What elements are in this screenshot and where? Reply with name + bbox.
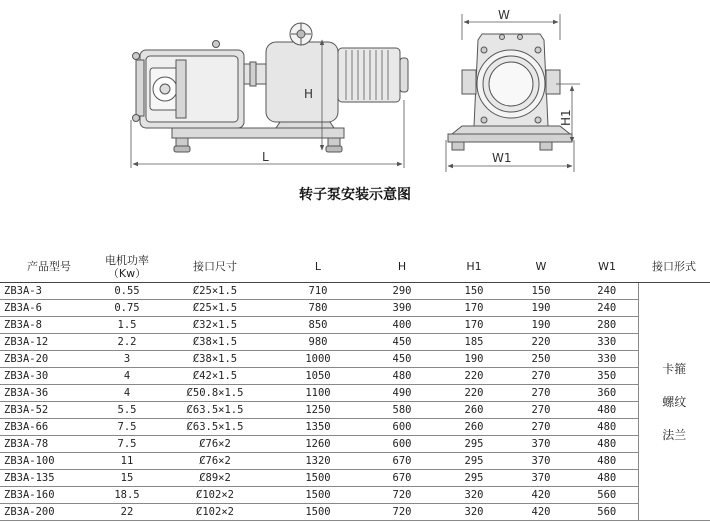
cell-h: 670 [362,453,442,470]
cell-w1: 480 [576,453,638,470]
cell-w1: 560 [576,504,638,521]
figure-caption: 转子泵安装示意图 [299,187,411,203]
cell-h1: 190 [442,351,506,368]
cell-h1: 185 [442,334,506,351]
cell-h: 720 [362,487,442,504]
cell-power: 7.5 [98,419,156,436]
cell-model: ZB3A-30 [0,368,98,385]
cell-w1: 280 [576,317,638,334]
table-row [0,419,710,436]
cell-port: Ȼ32×1.5 [156,317,274,334]
cell-power: 3 [98,351,156,368]
cell-w1: 350 [576,368,638,385]
cell-l: 1500 [274,504,362,521]
cell-w1: 330 [576,351,638,368]
cell-power: 22 [98,504,156,521]
cell-model: ZB3A-160 [0,487,98,504]
dim-h-label: H [304,87,314,101]
table-row [0,453,710,470]
table-row [0,334,710,351]
cell-h: 450 [362,351,442,368]
cell-w: 370 [506,436,576,453]
cell-h: 600 [362,419,442,436]
cell-l: 850 [274,317,362,334]
dim-l-label: L [262,150,269,164]
cell-l: 1260 [274,436,362,453]
cell-h: 400 [362,317,442,334]
cell-model: ZB3A-20 [0,351,98,368]
cell-port: Ȼ25×1.5 [156,283,274,300]
cell-w: 270 [506,385,576,402]
cell-w: 370 [506,470,576,487]
header-power [98,251,156,283]
table-row [0,283,710,300]
cell-l: 1500 [274,487,362,504]
dim-h1-label: H1 [559,109,573,126]
cell-l: 980 [274,334,362,351]
cell-port: Ȼ38×1.5 [156,334,274,351]
cell-w1: 480 [576,436,638,453]
cell-port: Ȼ76×2 [156,453,274,470]
table-row [0,504,710,521]
pump-side-view [133,23,409,152]
cell-port: Ȼ102×2 [156,504,274,521]
connection-types-cell [638,283,710,521]
cell-l: 1350 [274,419,362,436]
cell-model: ZB3A-52 [0,402,98,419]
table-row [0,351,710,368]
cell-model: ZB3A-3 [0,283,98,300]
cell-w1: 240 [576,283,638,300]
cell-power: 11 [98,453,156,470]
cell-w1: 480 [576,402,638,419]
header-h: H [362,251,442,283]
cell-l: 1050 [274,368,362,385]
spec-table-body [0,283,710,521]
cell-h: 390 [362,300,442,317]
cell-power: 2.2 [98,334,156,351]
cell-port: Ȼ42×1.5 [156,368,274,385]
cell-w1: 480 [576,470,638,487]
cell-w1: 560 [576,487,638,504]
cell-h1: 295 [442,453,506,470]
table-row [0,385,710,402]
cell-model: ZB3A-36 [0,385,98,402]
cell-w: 420 [506,504,576,521]
cell-l: 1000 [274,351,362,368]
cell-h: 720 [362,504,442,521]
cell-h: 480 [362,368,442,385]
table-row [0,436,710,453]
cell-l: 710 [274,283,362,300]
cell-power: 1.5 [98,317,156,334]
table-row [0,402,710,419]
header-h1: H1 [442,251,506,283]
cell-h1: 295 [442,436,506,453]
cell-w1: 330 [576,334,638,351]
cell-h1: 320 [442,487,506,504]
cell-l: 1250 [274,402,362,419]
cell-power: 15 [98,470,156,487]
cell-port: Ȼ63.5×1.5 [156,402,274,419]
cell-port: Ȼ63.5×1.5 [156,419,274,436]
table-row [0,300,710,317]
cell-power: 4 [98,385,156,402]
cell-w: 150 [506,283,576,300]
header-w: W [506,251,576,283]
header-port: 接口尺寸 [156,251,274,283]
cell-h1: 220 [442,385,506,402]
cell-port: Ȼ89×2 [156,470,274,487]
cell-w: 190 [506,317,576,334]
cell-h: 450 [362,334,442,351]
cell-w: 190 [506,300,576,317]
header-power-line2: （Kw） [107,266,147,280]
cell-w: 250 [506,351,576,368]
cell-model: ZB3A-200 [0,504,98,521]
cell-h1: 260 [442,402,506,419]
table-header-row [0,251,710,283]
cell-w: 270 [506,368,576,385]
dim-w-label: W [498,8,510,22]
cell-model: ZB3A-12 [0,334,98,351]
cell-h1: 220 [442,368,506,385]
cell-w1: 360 [576,385,638,402]
cell-h1: 260 [442,419,506,436]
cell-h: 600 [362,436,442,453]
cell-power: 4 [98,368,156,385]
cell-h: 670 [362,470,442,487]
cell-model: ZB3A-135 [0,470,98,487]
cell-port: Ȼ50.8×1.5 [156,385,274,402]
cell-power: 7.5 [98,436,156,453]
cell-w: 220 [506,334,576,351]
header-power-line1: 电机功率 [105,253,149,267]
header-conn: 接口形式 [638,251,710,283]
cell-w: 420 [506,487,576,504]
header-l: L [274,251,362,283]
connection-type: 法兰 [662,427,687,442]
header-w1: W1 [576,251,638,283]
table-row [0,317,710,334]
cell-l: 780 [274,300,362,317]
connection-type: 卡箍 [662,361,687,376]
connection-type: 螺纹 [662,394,687,409]
pump-front-view [448,34,572,150]
cell-h1: 295 [442,470,506,487]
cell-w: 270 [506,419,576,436]
cell-h1: 150 [442,283,506,300]
cell-model: ZB3A-78 [0,436,98,453]
cell-h1: 170 [442,300,506,317]
cell-h: 290 [362,283,442,300]
cell-port: Ȼ38×1.5 [156,351,274,368]
pump-installation-drawing [0,0,710,180]
cell-model: ZB3A-100 [0,453,98,470]
cell-model: ZB3A-66 [0,419,98,436]
table-row [0,368,710,385]
cell-h: 580 [362,402,442,419]
cell-h1: 320 [442,504,506,521]
dim-w1-label: W1 [492,151,512,165]
spec-table [0,251,710,521]
cell-l: 1320 [274,453,362,470]
cell-power: 0.75 [98,300,156,317]
header-model: 产品型号 [0,251,98,283]
cell-l: 1500 [274,470,362,487]
cell-power: 18.5 [98,487,156,504]
cell-power: 0.55 [98,283,156,300]
cell-l: 1100 [274,385,362,402]
cell-port: Ȼ76×2 [156,436,274,453]
table-row [0,487,710,504]
cell-h1: 170 [442,317,506,334]
cell-w1: 480 [576,419,638,436]
cell-h: 490 [362,385,442,402]
cell-power: 5.5 [98,402,156,419]
cell-model: ZB3A-6 [0,300,98,317]
cell-model: ZB3A-8 [0,317,98,334]
cell-w: 270 [506,402,576,419]
cell-w: 370 [506,453,576,470]
cell-w1: 240 [576,300,638,317]
cell-port: Ȼ25×1.5 [156,300,274,317]
cell-port: Ȼ102×2 [156,487,274,504]
table-row [0,470,710,487]
